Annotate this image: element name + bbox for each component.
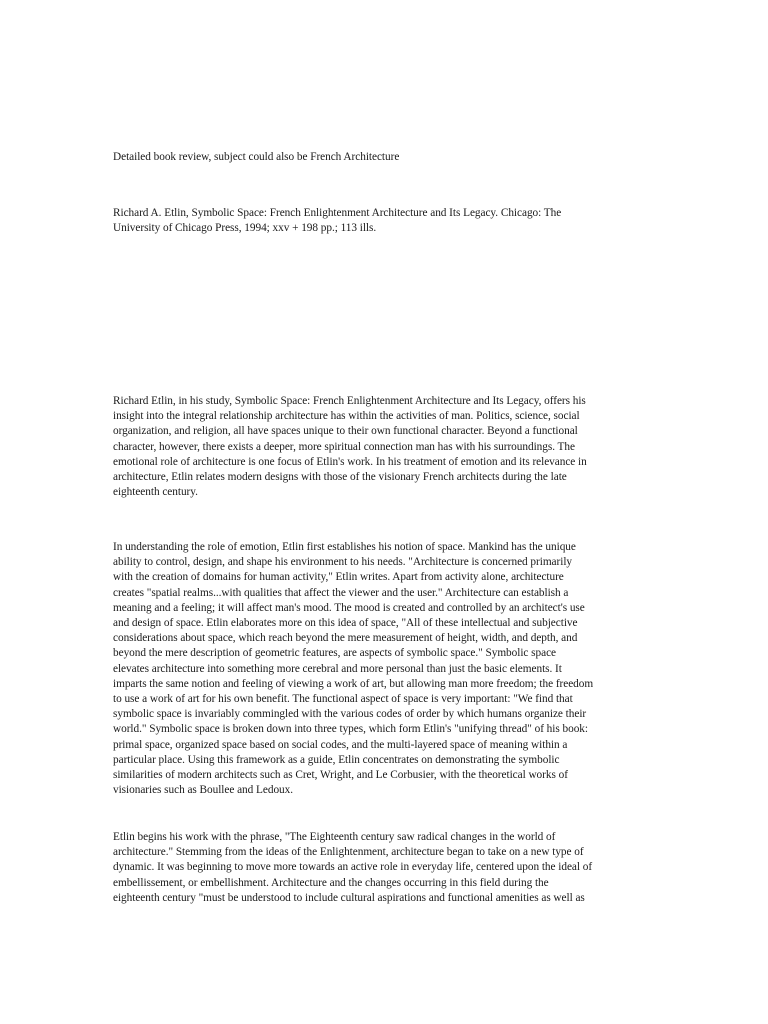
paragraph-line: world." Symbolic space is broken down into three types, which form Etlin's "unifying thread" of his book: bbox=[113, 723, 588, 736]
paragraph-line: character, however, there exists a deeper, more spiritual connection man has with his surroundings. The bbox=[113, 440, 575, 453]
paragraph-line: Richard Etlin, in his study, Symbolic Space: French Enlightenment Architecture and Its Legacy, offers his bbox=[113, 395, 586, 407]
paragraph-line: particular place. Using this framework as a guide, Etlin concentrates on demonstrating the symbolic bbox=[113, 753, 560, 766]
paragraph-line: eighteenth century. bbox=[113, 486, 198, 499]
paragraph-line: architecture." Stemming from the ideas of the Enlightenment, architecture began to take on a new type of bbox=[113, 846, 584, 859]
paragraph-eighteenth-century bbox=[113, 830, 653, 906]
paragraph-introduction bbox=[113, 394, 653, 500]
paragraph-line: dynamic. It was beginning to move more towards an active role in everyday life, centered upon the ideal of bbox=[113, 861, 593, 874]
subject-note bbox=[113, 150, 653, 165]
citation-line: University of Chicago Press, 1994; xxv + 198 pp.; 113 ills. bbox=[113, 222, 377, 235]
paragraph-symbolic-space bbox=[113, 540, 653, 798]
paragraph-line: Etlin begins his work with the phrase, "The Eighteenth century saw radical changes in the world of bbox=[113, 831, 556, 843]
paragraph-line: to use a work of art for his own benefit. The functional aspect of space is very important: "We find that bbox=[113, 693, 573, 706]
paragraph-line: creates "spatial realms...with qualities that affect the viewer and the user." Architecture can establish a bbox=[113, 586, 569, 599]
paragraph-line: In understanding the role of emotion, Etlin first establishes his notion of space. Mankind has the unique bbox=[113, 541, 576, 553]
paragraph-line: meaning and a feeling; it will affect man's mood. The mood is created and controlled by an architect's use bbox=[113, 601, 585, 614]
paragraph-line: visionaries such as Boullee and Ledoux. bbox=[113, 784, 294, 797]
subject-note-line: Detailed book review, subject could also be French Architecture bbox=[113, 151, 400, 163]
paragraph-line: ability to control, design, and shape his environment to his needs. "Architecture is concerned primarily bbox=[113, 556, 573, 569]
paragraph-line: with the creation of domains for human activity," Etlin writes. Apart from activity alone, architecture bbox=[113, 571, 564, 584]
paragraph-line: imparts the same notion and feeling of viewing a work of art, but allowing man more freedom; the freedom bbox=[113, 677, 594, 690]
paragraph-line: architecture, Etlin relates modern designs with those of the visionary French architects during the late bbox=[113, 471, 567, 484]
paragraph-line: organization, and religion, all have spaces unique to their own functional character. Beyond a functional bbox=[113, 425, 578, 438]
paragraph-line: eighteenth century "must be understood to include cultural aspirations and functional amenities as well as bbox=[113, 891, 585, 904]
paragraph-line: considerations about space, which reach beyond the mere measurement of height, width, and depth, and bbox=[113, 632, 578, 645]
paragraph-line: insight into the integral relationship architecture has within the activities of man. Politics, science, social bbox=[113, 410, 580, 423]
paragraph-line: and design of space. Etlin elaborates more on this idea of space, "All of these intellectual and subjective bbox=[113, 617, 578, 630]
paragraph-line: beyond the mere description of geometric features, are aspects of symbolic space." Symbolic space bbox=[113, 647, 557, 660]
paragraph-line: elevates architecture into something more cerebral and more personal than just the basic elements. It bbox=[113, 662, 562, 675]
paragraph-line: embellissement, or embellishment. Architecture and the changes occurring in this field during the bbox=[113, 876, 549, 889]
paragraph-line: primal space, organized space based on social codes, and the multi-layered space of meaning within a bbox=[113, 738, 568, 751]
paragraph-line: emotional role of architecture is one focus of Etlin's work. In his treatment of emotion and its relevance in bbox=[113, 455, 587, 468]
book-citation bbox=[113, 206, 653, 236]
paragraph-line: similarities of modern architects such as Cret, Wright, and Le Corbusier, with the theoretical works of bbox=[113, 769, 568, 782]
paragraph-line: symbolic space is invariably commingled with the various codes of order by which humans organize their bbox=[113, 708, 587, 721]
citation-line: Richard A. Etlin, Symbolic Space: French Enlightenment Architecture and Its Legacy. Chicago: The bbox=[113, 207, 562, 219]
